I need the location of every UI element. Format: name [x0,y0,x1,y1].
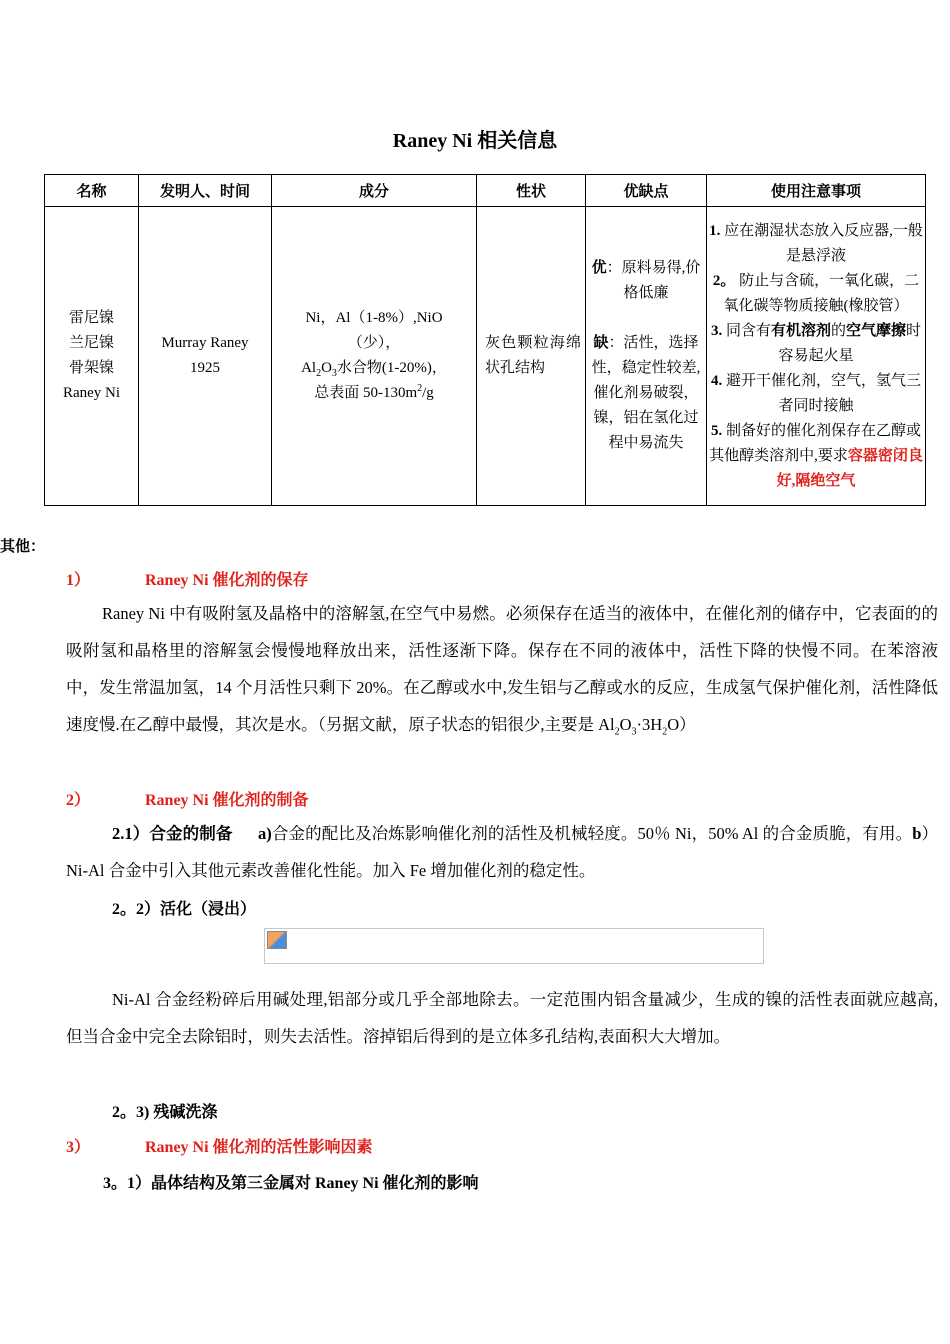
subsection-label: 2.1）合金的制备 [112,824,233,843]
composition-line: Ni，Al（1-8%）,NiO [305,310,443,326]
usage-emphasis: 有机溶剂 [770,322,831,339]
formula-part: ·3H [636,715,663,734]
formula-sub: 2 [316,368,322,379]
pros-body: ：原料易得,价格低廉 [606,260,701,301]
usage-text: 避开干催化剂，空气，氢气三者同时接触 [725,372,921,414]
paragraph-text: Raney Ni 中有吸附氢及晶格中的溶解氢,在空气中易燃。必须保存在适当的液体中，在催化剂的储存中，它表面的的吸附氢和晶格里的溶解氢会慢慢地释放出来，活性逐渐下降。保存在不同的液体中，活性下降的快慢不同。在苯溶液中，发生常温加氢，14 个月活性只剩下 20%。在乙醇或水中,发生铝与乙醇或水的反应，生成氢气保护催化剂，活性降低速度慢.在乙醇中最慢，其次是水。（另据文献，原子状态的铝很少,主要是 [66,604,938,734]
usage-number: 3. [710,322,723,339]
section-2-1-paragraph [66,815,938,889]
usage-number: 5. [710,422,723,439]
composition-line: （少）， [347,335,401,351]
usage-item [709,419,923,494]
formula-part: 水合物(1-20%)， [336,360,447,376]
subsection-2-2: 2。2）活化（浸出） [112,901,257,918]
surface-area: 总表面 50-130m [314,385,418,401]
header-composition: 成分 [272,175,477,207]
section-1-paragraph [66,595,938,743]
formula-part: O） [667,715,696,734]
usage-text: 制备好的催化剂保存在乙醇或其他醇类溶剂中,要求 [709,422,921,464]
cell-usage [707,207,926,506]
name-line: 雷尼镍 [68,310,114,326]
usage-warning: 容器密闭良好,隔绝空气 [776,447,923,489]
info-table [44,174,926,506]
surface-sup: 2 [417,383,423,394]
section-number: 1） [66,572,91,589]
usage-number: 4. [710,372,723,389]
cons-body: ：活性，选择性，稳定性较差,催化剂易破裂，镍，铝在氢化过程中易流失 [591,335,701,451]
cell-name [45,207,139,506]
paragraph-text: 合金的配比及冶炼影响催化剂的活性及机械轻度。50％ Ni，50% Al 的合金质脆，有用。 [271,824,913,843]
formula-part: O [619,715,632,734]
name-line: 骨架镍 [68,360,114,376]
formula-part: Al [598,715,615,734]
header-inventor: 发明人、时间 [139,175,272,207]
subsection-2-3: 2。3) 残碱洗涤 [112,1104,218,1121]
section-title: Raney Ni 催化剂的活性影响因素 [145,1139,373,1156]
usage-text: 的 [830,322,846,339]
invention-year: 1925 [190,360,220,376]
inventor-name: Murray Raney [161,335,249,351]
section-heading-3 [66,1134,373,1157]
paragraph-text: Ni-Al 合金经粉碎后用碱处理,铝部分或几乎全部地除去。一定范围内铝含量减少，生成的镍的活性表面就应越高,但当合金中完全去除铝时，则失去活性。溶掉铝后得到的是立体多孔结构,表面积大大增加。 [66,990,938,1046]
page-title: Raney Ni 相关信息 [392,130,558,152]
cell-appearance [477,207,586,506]
surface-unit: /g [422,385,434,401]
item-marker: a) [257,824,272,843]
item-marker: b [912,824,922,843]
table-row [45,207,926,506]
usage-item [709,319,923,369]
composition-line [276,356,472,381]
subsection-3-1: 3。1）晶体结构及第三金属对 Raney Ni 催化剂的影响 [103,1175,479,1192]
other-label: 其他： [0,539,46,555]
section-heading-1 [66,567,309,590]
formula-sub: 2 [614,726,620,738]
header-usage: 使用注意事项 [707,175,926,207]
cons-text [590,331,702,456]
appearance-text: 灰色颗粒海绵状孔结构 [485,335,581,376]
pros-label: 优 [591,260,607,276]
cell-inventor [139,207,272,506]
usage-item [709,269,923,319]
section-2-2-paragraph [66,981,938,1055]
section-title: Raney Ni 催化剂的制备 [145,792,309,809]
name-line: Raney Ni [62,385,121,401]
broken-image-placeholder [264,928,764,964]
header-name: 名称 [45,175,139,207]
usage-text: 时容易起火星 [778,322,922,364]
table-header-row [45,175,926,207]
usage-text: 同含有 [725,322,771,339]
paragraph-text: ）Ni-Al 合金中引入其他元素改善催化性能。加入 Fe 增加催化剂的稳定性。 [66,824,938,880]
usage-item [709,369,923,419]
section-heading-2 [66,787,309,810]
composition-line [276,381,472,406]
pros-text [590,256,702,306]
cons-label: 缺 [593,335,609,351]
usage-number: 1. [709,222,721,239]
formula-sub: 3 [631,726,637,738]
section-number: 2） [66,792,91,809]
cell-pros-cons [586,207,707,506]
header-appearance: 性状 [477,175,586,207]
usage-item [709,219,923,269]
usage-number: 2。 [712,272,736,289]
formula-sub: 3 [331,368,337,379]
header-pros-cons: 优缺点 [586,175,707,207]
formula-part: O [321,360,332,376]
usage-text: 应在潮湿状态放入反应器,一般是悬浮液 [724,222,923,264]
formula-sub: 2 [662,726,668,738]
usage-emphasis: 空气摩擦 [846,322,907,339]
usage-text: 防止与含硫，一氧化碳，二氧化碳等物质接触(橡胶管） [723,272,920,314]
name-line: 兰尼镍 [68,335,114,351]
section-title: Raney Ni 催化剂的保存 [145,572,309,589]
formula-part: Al [301,360,317,376]
cell-composition [272,207,477,506]
broken-image-icon [267,931,287,949]
section-number: 3） [66,1139,91,1156]
